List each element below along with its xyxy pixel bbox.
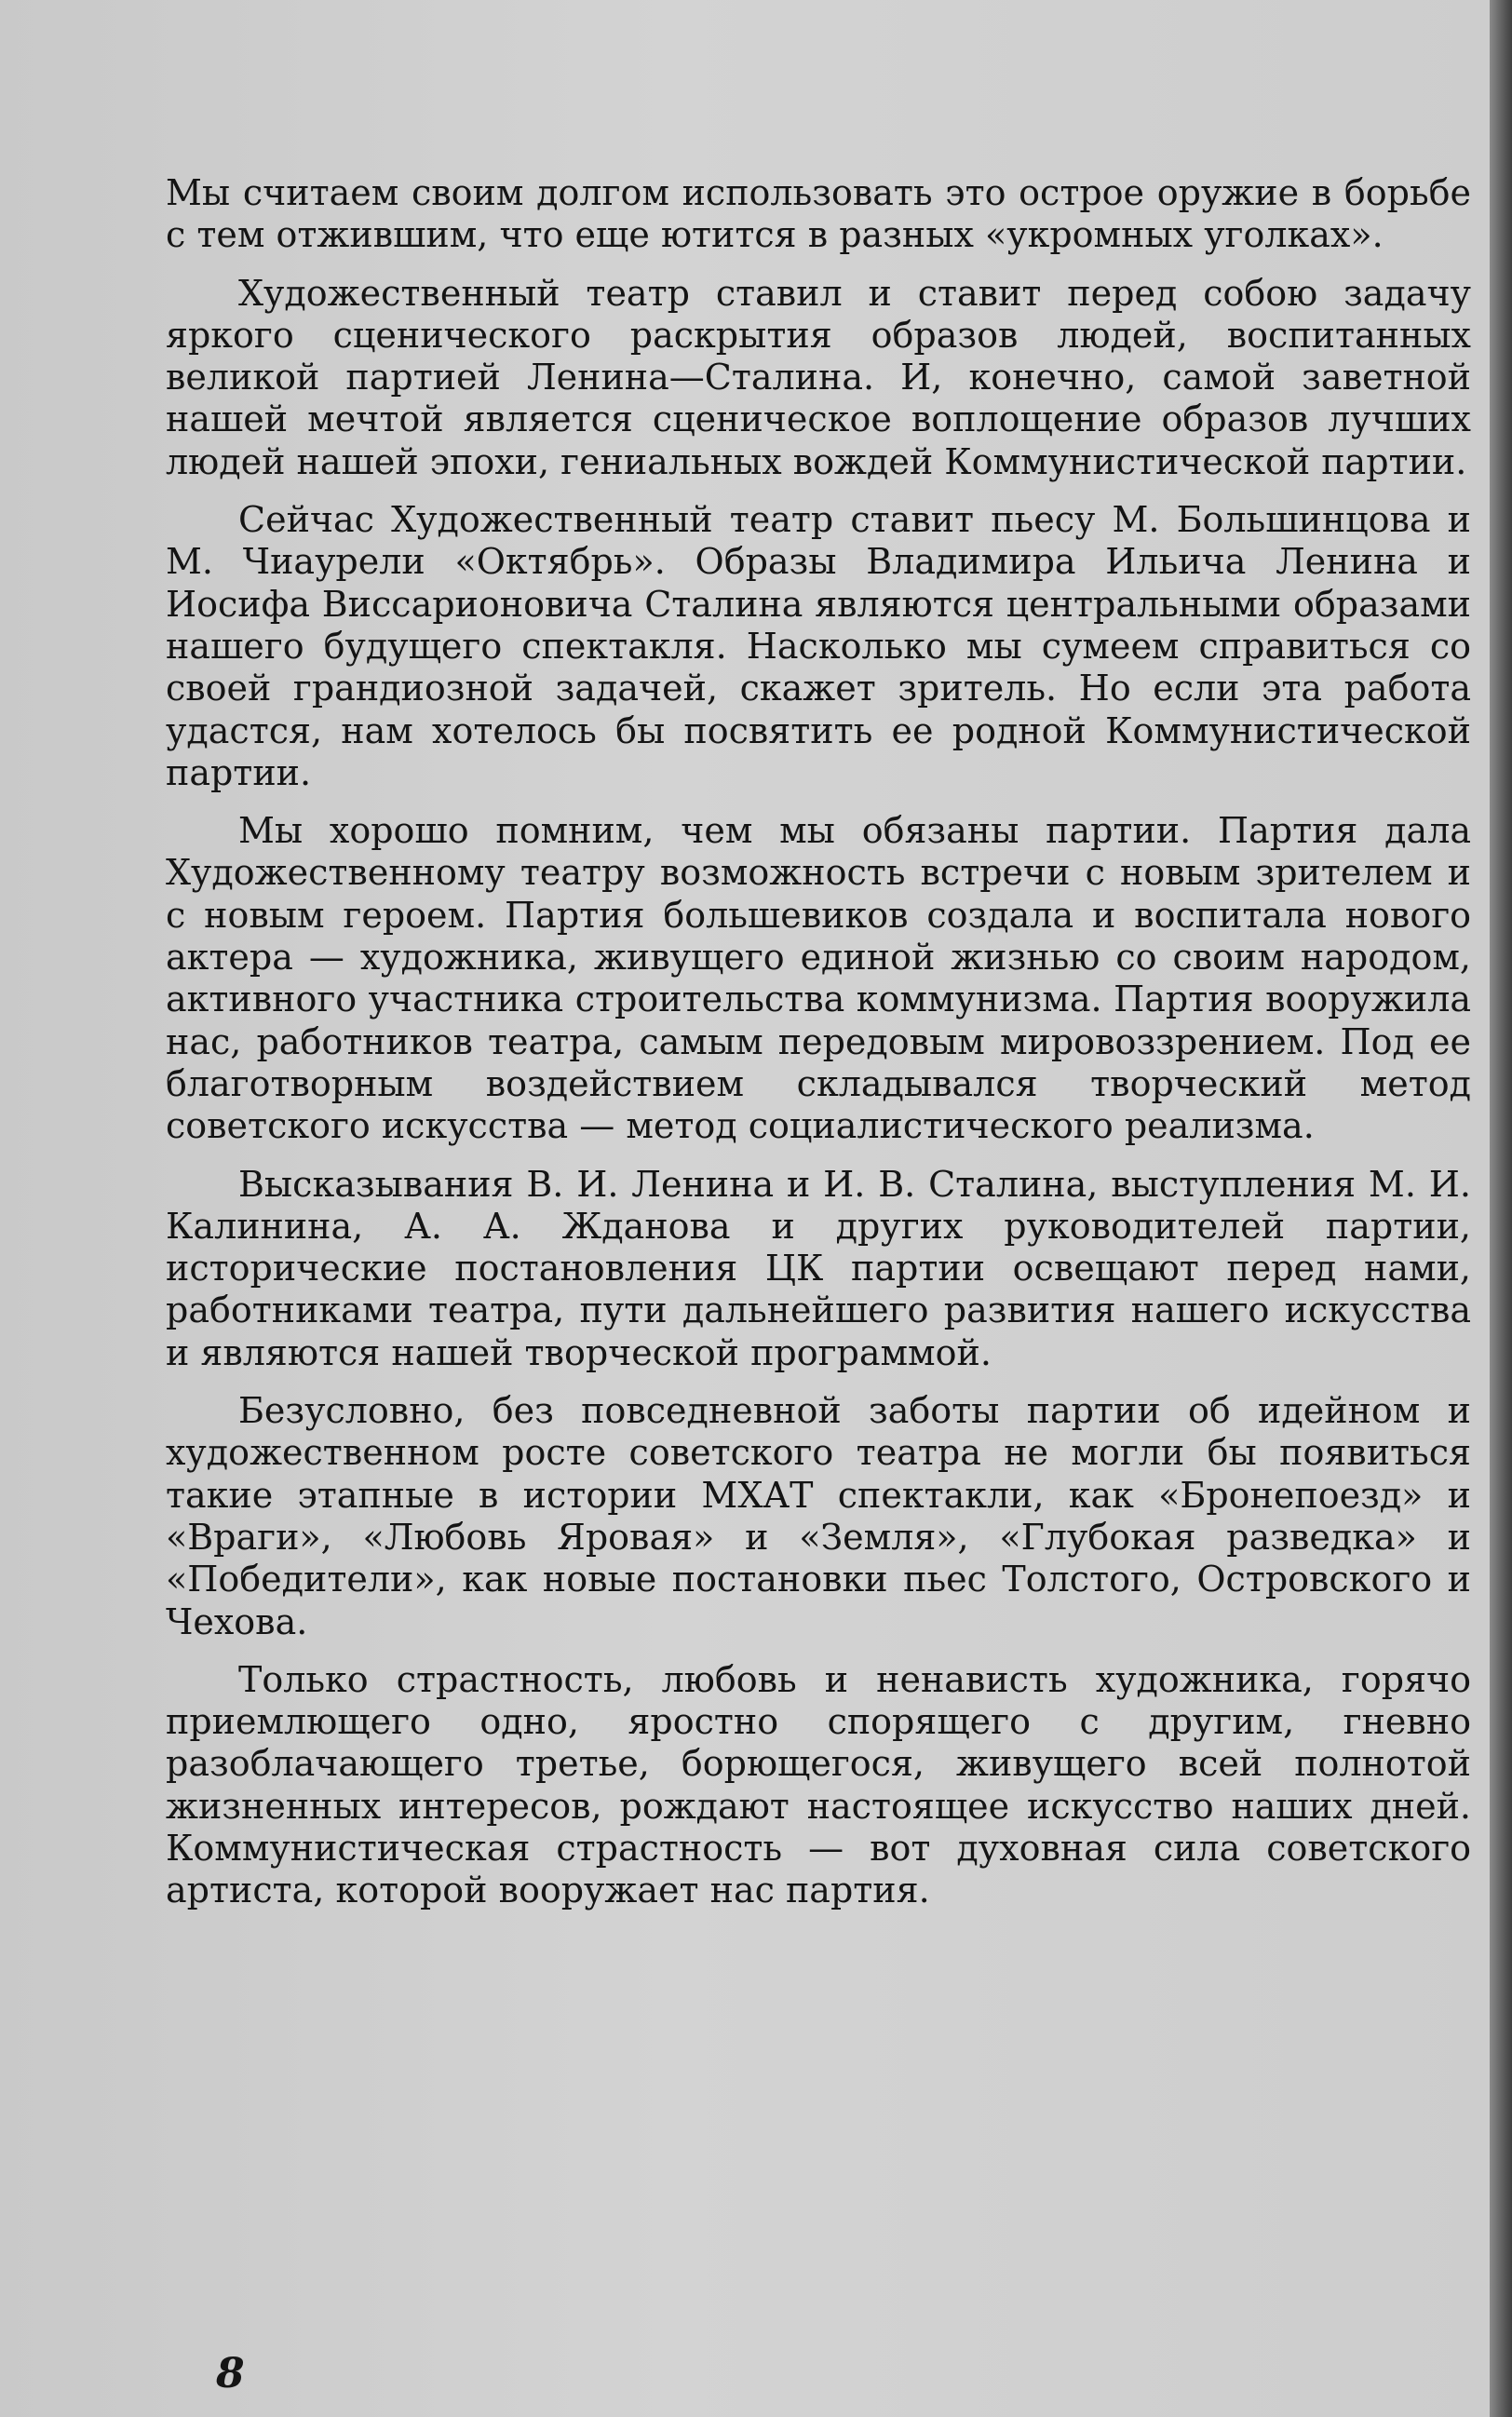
paragraph: Высказывания В. И. Ленина и И. В. Сталина, выступления М. И. Калинина, А. А. Жданова и других руководителей партии, исторические постановления ЦК партии освещают перед нами, работниками театра, пути дальнейшего развития нашего искусства и являются нашей творческой программой. [166,1163,1471,1373]
paragraph: Безусловно, без повседневной заботы партии об идейном и художественном росте советского театра не могли бы появиться такие этапные в истории МХАТ спектакли, как «Бронепоезд» и «Враги», «Любовь Яровая» и «Земля», «Глубокая разведка» и «Победители», как новые постановки пьес Толстого, Островского и Чехова. [166,1390,1471,1642]
body-text [166,172,1471,1928]
paragraph: Мы хорошо помним, чем мы обязаны партии. Партия дала Художественному театру возможность встречи с новым зрителем и с новым героем. Партия большевиков создала и воспитала нового актера — художника, живущего единой жизнью со своим народом, активного участника строительства коммунизма. Партия вооружила нас, работников театра, самым передовым мировоззрением. Под ее благотворным воздействием складывался творческий метод советского искусства — метод социалистического реализма. [166,810,1471,1147]
paragraph: Только страстность, любовь и ненависть художника, горячо приемлющего одно, яростно спорящего с другим, гневно разоблачающего третье, борющегося, живущего всей полнотой жизненных интересов, рождают настоящее искусство наших дней. Коммунистическая страстность — вот духовная сила советского артиста, которой вооружает нас партия. [166,1658,1471,1911]
paragraph: Сейчас Художественный театр ставит пьесу М. Большинцова и М. Чиаурели «Октябрь». Образы Владимира Ильича Ленина и Иосифа Виссарионовича Сталина являются центральными образами нашего будущего спектакля. Насколько мы сумеем справиться со своей грандиозной задачей, скажет зритель. Но если эта работа удастся, нам хотелось бы посвятить ее родной Коммунистической партии. [166,499,1471,793]
paragraph: Мы считаем своим долгом использовать это острое оружие в борьбе с тем отжившим, что еще ютится в разных «укромных уголках». [166,172,1471,256]
paragraph: Художественный театр ставил и ставит перед собою задачу яркого сценического раскрытия образов людей, воспитанных великой партией Ленина—Сталина. И, конечно, самой заветной нашей мечтой является сценическое воплощение образов лучших людей нашей эпохи, гениальных вождей Коммунистической партии. [166,272,1471,482]
page-edge [1490,0,1512,2417]
page-number: 8 [216,2350,245,2397]
